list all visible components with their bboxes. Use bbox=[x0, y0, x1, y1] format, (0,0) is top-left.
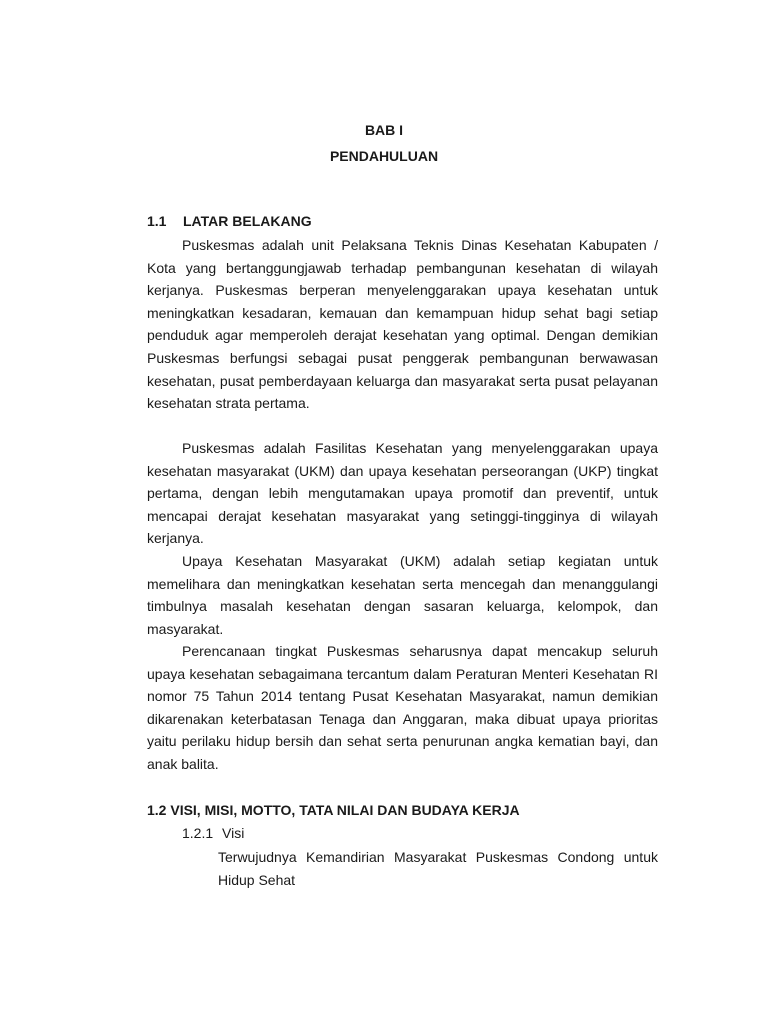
subsection-number: 1.2.1 bbox=[182, 825, 214, 841]
paragraph-3: Upaya Kesehatan Masyarakat (UKM) adalah setiap kegiatan untuk memelihara dan meningkatkan kesehatan serta mencegah dan menanggulangi timbulnya masalah kesehatan dengan sasaran keluarga, kelompok, dan masyarakat. bbox=[147, 553, 658, 637]
subsection-heading-visi bbox=[182, 825, 244, 841]
section-title-text: LATAR BELAKANG bbox=[183, 213, 312, 229]
visi-text: Terwujudnya Kemandirian Masyarakat Puskesmas Condong untuk Hidup Sehat bbox=[218, 849, 658, 888]
chapter-label: BAB I bbox=[364, 122, 404, 138]
paragraph-2: Puskesmas adalah Fasilitas Kesehatan yang menyelenggarakan upaya kesehatan masyarakat (UKM) dan upaya kesehatan perseorangan (UKP) tingkat pertama, dengan lebih mengutamakan upaya promotif dan preventif, untuk mencapai derajat kesehatan masyarakat yang setinggi-tingginya di wilayah kerjanya. bbox=[147, 440, 658, 547]
paragraph-4: Perencanaan tingkat Puskesmas seharusnya dapat mencakup seluruh upaya kesehatan sebagaimana tercantum dalam Peraturan Menteri Kesehatan RI nomor 75 Tahun 2014 tentang Pusat Kesehatan Masyarakat, namun demikian dikarenakan keterbatasan Tenaga dan Anggaran, maka dibuat upaya prioritas yaitu perilaku hidup bersih dan sehat serta penurunan angka kematian bayi, dan anak balita. bbox=[147, 643, 658, 772]
paragraph-1: Puskesmas adalah unit Pelaksana Teknis Dinas Kesehatan Kabupaten / Kota yang bertanggungjawab terhadap pembangunan kesehatan di wilayah kerjanya. Puskesmas berperan menyelenggarakan upaya kesehatan untuk meningkatkan kesadaran, kemauan dan kemampuan hidup sehat bagi setiap penduduk agar memperoleh derajat kesehatan yang optimal. Dengan demikian Puskesmas berfungsi sebagai pusat penggerak pembangunan berwawasan kesehatan, pusat pemberdayaan keluarga dan masyarakat serta pusat pelayanan kesehatan strata pertama. bbox=[147, 237, 658, 412]
section-heading-visi-misi: 1.2 VISI, MISI, MOTTO, TATA NILAI DAN BUDAYA KERJA bbox=[147, 802, 520, 818]
chapter-title: PENDAHULUAN bbox=[329, 148, 439, 164]
section-number: 1.1 bbox=[147, 213, 167, 229]
subsection-title-text: Visi bbox=[222, 825, 245, 841]
section-heading-latar-belakang bbox=[147, 213, 312, 229]
